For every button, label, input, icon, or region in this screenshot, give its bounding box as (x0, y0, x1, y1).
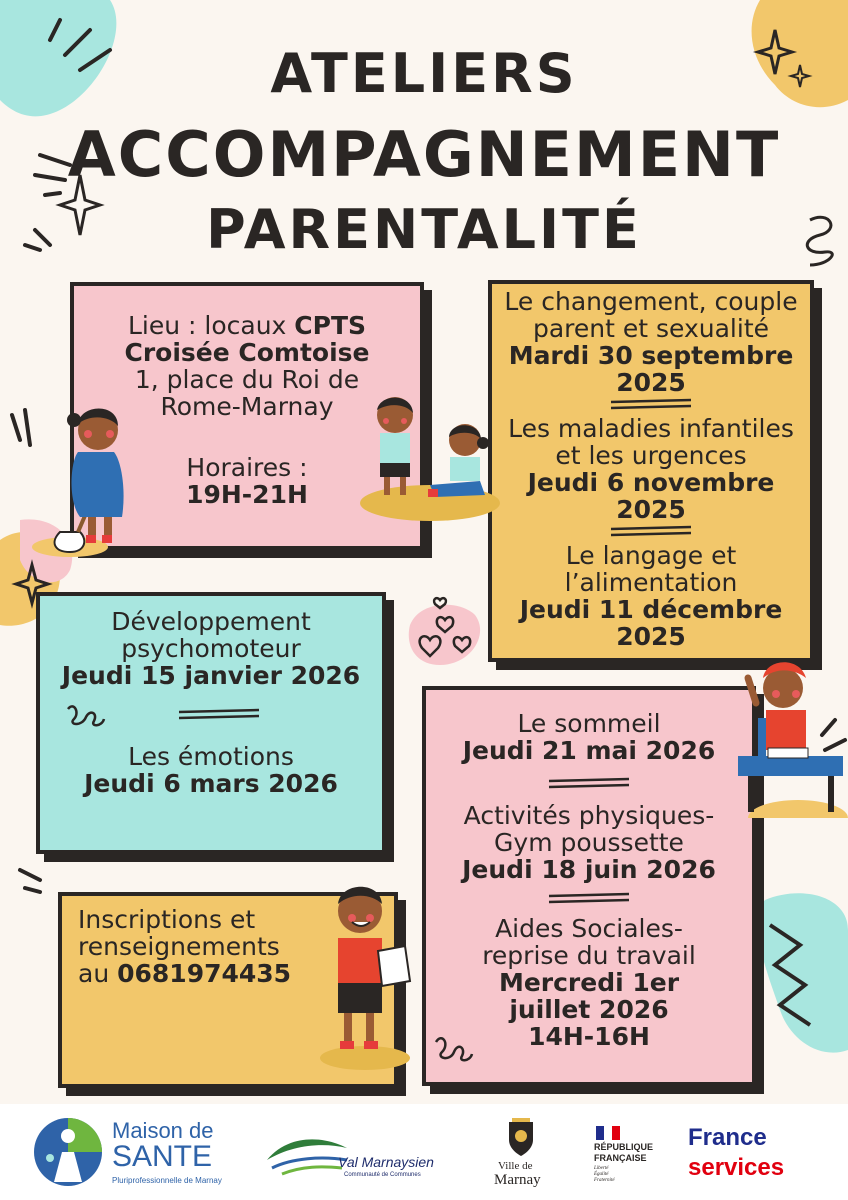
spring-events-box (422, 686, 756, 1086)
val-marnaysien-subtitle: Communauté de Communes (344, 1172, 421, 1178)
event-date: Mercredi 1er (498, 968, 680, 997)
address-2: Rome-Marnay (160, 392, 334, 421)
event-item (492, 288, 810, 396)
event-date: Jeudi 11 décembre (519, 595, 783, 624)
pink-blob-mid (409, 605, 480, 665)
ville-de-marnay-crest-icon (506, 1118, 536, 1158)
curl-icon (432, 1028, 476, 1068)
marianne-flag-icon (596, 1126, 620, 1140)
ville-de-marnay-name-2: Marnay (494, 1172, 541, 1188)
event-date: Jeudi 6 mars 2026 (84, 769, 338, 798)
maison-de-sante-name-2: SANTE (112, 1140, 213, 1173)
boy-at-desk-illustration (738, 648, 848, 818)
maison-de-sante-logo-icon (28, 1112, 108, 1192)
event-topic: parent et sexualité (532, 314, 770, 343)
event-date: Jeudi 6 novembre (527, 468, 775, 497)
partner-logos-bar (0, 1104, 848, 1200)
horaires-value: 19H-21H (186, 480, 308, 509)
event-topic: Gym poussette (494, 828, 684, 857)
squiggle-divider-icon (544, 776, 634, 790)
lieu-label: Lieu : locaux (127, 311, 287, 340)
event-date: 2025 (616, 622, 686, 651)
republique-motto-2: Égalité (594, 1172, 609, 1177)
event-date: Jeudi 15 janvier 2026 (61, 661, 361, 690)
event-topic: Aides Sociales- (495, 914, 683, 943)
inscription-line-1: Inscriptions et (78, 905, 256, 934)
squiggle-divider-icon (606, 397, 696, 411)
ville-de-marnay-name-1: Ville de (498, 1160, 533, 1172)
squiggle-divider-icon (606, 524, 696, 538)
event-topic: Les émotions (128, 742, 294, 771)
republique-motto-3: Fraternité (594, 1178, 615, 1183)
boy-with-paper-illustration (320, 876, 420, 1076)
horaires-label: Horaires : (186, 453, 308, 482)
france-services-line-1: France (688, 1124, 767, 1151)
republique-line-2: FRANÇAISE (594, 1153, 647, 1163)
event-topic: Le changement, couple (504, 287, 798, 316)
autumn-events-box (488, 280, 814, 662)
squiggle-divider-icon (544, 891, 634, 905)
squiggle-divider-icon (174, 707, 264, 721)
title-line-1: ATELIERS (270, 42, 578, 105)
girl-with-mop-illustration (30, 392, 140, 562)
curl-icon (64, 699, 108, 729)
val-marnaysien-name: Val Marnaysien (338, 1154, 434, 1170)
event-item (492, 415, 810, 523)
event-topic: Développement (111, 607, 311, 636)
event-topic: psychomoteur (121, 634, 301, 663)
france-services-line-2: services (688, 1154, 785, 1181)
maison-de-sante-subtitle: Pluriprofessionnelle de Marnay (112, 1176, 222, 1185)
event-topic: l’alimentation (564, 568, 738, 597)
winter-events-box (36, 592, 386, 854)
event-item (492, 542, 810, 650)
phone-number[interactable]: 0681974435 (117, 959, 292, 988)
event-date: 2025 (616, 495, 686, 524)
lieu-line (74, 312, 420, 339)
inscription-line-2: renseignements (78, 932, 280, 961)
event-topic: et les urgences (555, 441, 747, 470)
address-1: 1, place du Roi de (134, 365, 360, 394)
event-date: juillet 2026 (509, 995, 669, 1024)
event-topic: reprise du travail (482, 941, 696, 970)
lieu-name-1: CPTS (294, 311, 367, 340)
event-date: Jeudi 18 juin 2026 (462, 855, 716, 884)
title-line-2: ACCOMPAGNEMENT (67, 118, 781, 191)
republique-motto-1: Liberté (594, 1166, 609, 1171)
event-topic: Les maladies infantiles (508, 414, 794, 443)
event-time: 14H-16H (528, 1022, 650, 1051)
event-date: Mardi 30 septembre (508, 341, 794, 370)
lieu-name-2: Croisée Comtoise (124, 338, 370, 367)
teal-blob-right (757, 893, 848, 1052)
event-topic: Le sommeil (517, 709, 661, 738)
two-kids-playing-illustration (350, 385, 500, 525)
inscription-prefix: au (78, 959, 110, 988)
event-topic: Le langage et (565, 541, 737, 570)
title-line-3: PARENTALITÉ (206, 198, 642, 261)
event-topic: Activités physiques- (463, 801, 715, 830)
republique-line-1: RÉPUBLIQUE (594, 1142, 654, 1152)
event-date: Jeudi 21 mai 2026 (462, 736, 716, 765)
divider-row (40, 689, 382, 743)
event-date: 2025 (616, 368, 686, 397)
maison-de-sante-name-1: Maison de (112, 1118, 214, 1143)
